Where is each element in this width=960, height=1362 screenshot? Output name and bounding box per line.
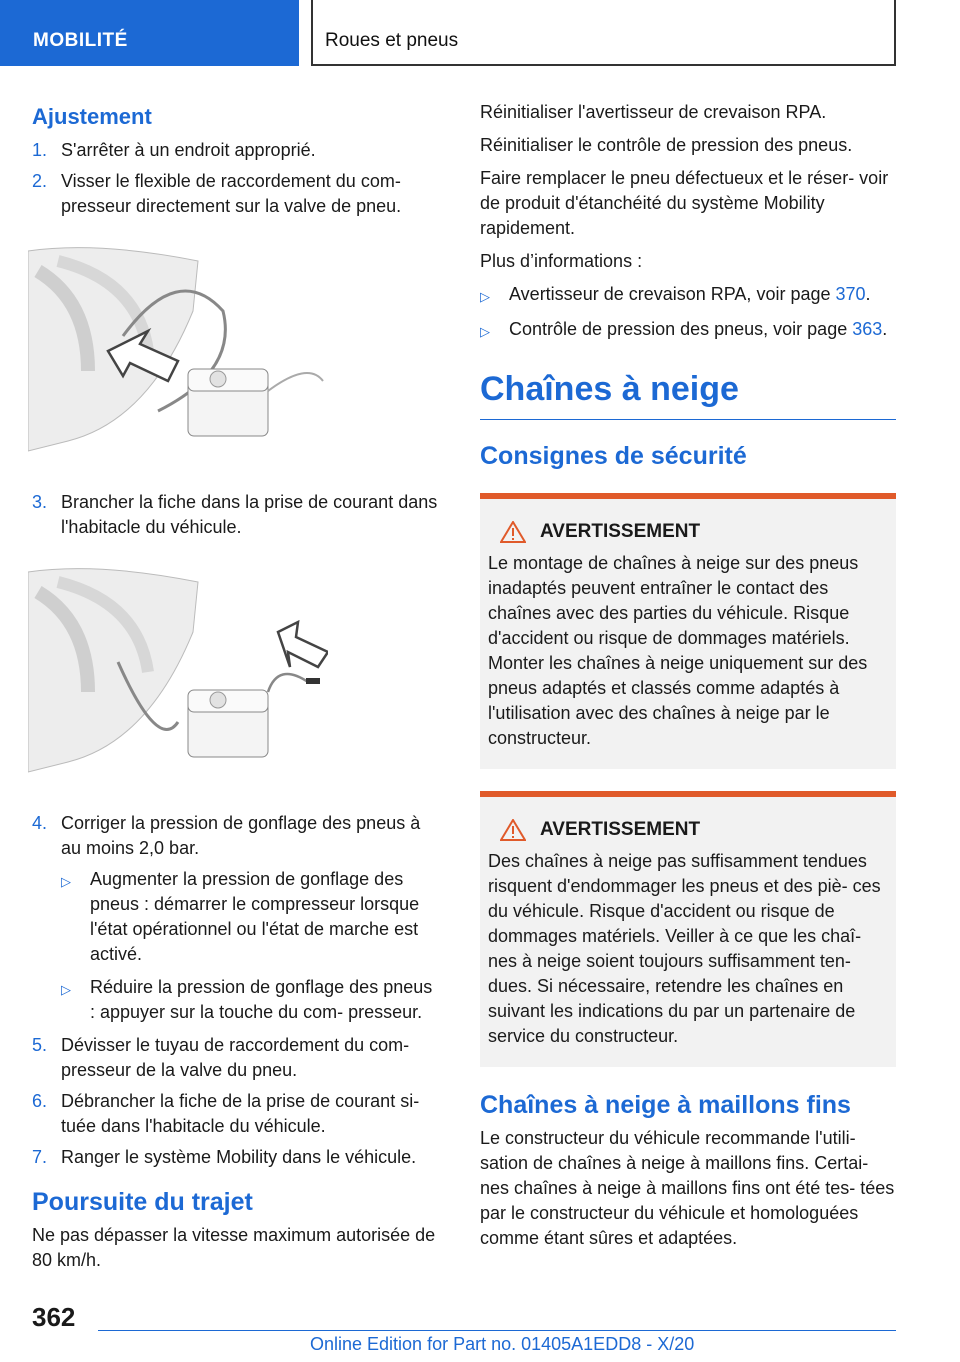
warning-label: AVERTISSEMENT [540,521,701,542]
page-footer [0,1290,960,1362]
step-number: 2. [32,171,48,191]
step-number: 1. [32,140,48,160]
footer-divider [98,1330,896,1331]
bullet-text: Augmenter la pression de gonflage des pneus : démarrer le compresseur lorsque l'état opérationnel ou l'état de marche est activé. [90,869,420,964]
safety-heading: Consignes de sécurité [480,442,747,470]
step-number: 3. [32,492,48,512]
step-item [32,1033,442,1083]
page-link[interactable]: 370 [835,284,866,304]
step-text: Brancher la fiche dans la prise de courant dans l'habitacle du véhicule. [61,492,438,537]
step-item [32,811,442,861]
warning-box [480,791,896,1067]
compressor-plug-illustration [28,562,328,782]
step-item [32,490,442,540]
step-text: S'arrêter à un endroit approprié. [61,140,316,160]
link-suffix: . [865,284,871,304]
triangle-bullet-icon: ▷ [61,982,71,997]
bullet-item [61,975,442,1025]
step-text: Débrancher la fiche de la prise de courant si- tuée dans l'habitacle du véhicule. [61,1091,420,1136]
step-item [32,1145,442,1170]
triangle-bullet-icon: ▷ [480,324,490,339]
warning-header [488,521,888,543]
bullet-item [480,317,896,344]
link-suffix: . [882,319,888,339]
continue-text: Ne pas dépasser la vitesse maximum autorisée de 80 km/h. [32,1225,436,1270]
section-tab: MOBILITÉ [0,0,299,66]
page-number: 362 [32,1302,76,1332]
warning-triangle-icon [500,521,526,543]
continue-heading: Poursuite du trajet [32,1188,253,1216]
page-link[interactable]: 363 [852,319,883,339]
adjust-heading: Ajustement [32,104,152,129]
edition-text: Online Edition for Part no. 01405A1EDD8 - X/20 [310,1334,695,1354]
step-item [32,1089,442,1139]
warning-text: Des chaînes à neige pas suffisamment tendues risquent d'endommager les pneus et des piè- ces du véhicule. Risque d'accident ou risque de dommages matériels. Veiller à ce que les chaî- nes à neige soient toujours suffisamment ten- dues. Si nécessaire, retendre les chaînes en suivant les indications du par un partenaire de service du constructeur. [488,851,881,1046]
warning-box [480,493,896,769]
step-number: 7. [32,1147,48,1167]
step-item [32,138,442,163]
chains-heading: Chaînes à neige [480,370,896,420]
link-label: Avertisseur de crevaison RPA, voir page [509,284,836,304]
step-text: Corriger la pression de gonflage des pneus à au moins 2,0 bar. [61,813,421,858]
bullet-item [480,282,896,309]
left-column [32,100,442,1281]
warning-header [488,819,888,841]
bullet-item [61,867,442,967]
right-column [480,100,896,1259]
step-number: 5. [32,1035,48,1055]
triangle-bullet-icon: ▷ [480,289,490,304]
triangle-bullet-icon: ▷ [61,874,71,889]
warning-text: Le montage de chaînes à neige sur des pneus inadaptés peuvent entraîner le contact des chaînes avec des parties du véhicule. Risque d'accident ou risque de dommages matériels. Monter les chaînes à neige uniquement sur des pneus adaptés et classés comme adaptés à l'utilisation avec des chaînes à neige par le constructeur. [488,553,868,748]
fine-chains-heading: Chaînes à neige à maillons fins [480,1091,851,1119]
bullet-text [509,317,896,344]
step-item [32,169,442,219]
paragraph: Réinitialiser l'avertisseur de crevaison RPA. [480,102,827,122]
paragraph: Faire remplacer le pneu défectueux et le réser- voir de produit d'étanchéité du système Mobility rapidement. [480,168,889,238]
link-label: Contrôle de pression des pneus, voir page [509,319,853,339]
step-number: 6. [32,1091,48,1111]
page-header [0,0,960,66]
paragraph: Plus d’informations : [480,251,643,271]
step-text: Visser le flexible de raccordement du com- presseur directement sur la valve de pneu. [61,171,402,216]
chapter-title: Roues et pneus [311,0,896,66]
compressor-valve-illustration [28,241,328,461]
step-text: Ranger le système Mobility dans le véhicule. [61,1147,417,1167]
paragraph: Réinitialiser le contrôle de pression des pneus. [480,135,853,155]
bullet-text [509,282,896,309]
step-number: 4. [32,813,48,833]
step-text: Dévisser le tuyau de raccordement du com- presseur de la valve du pneu. [61,1035,410,1080]
warning-triangle-icon [500,819,526,841]
warning-label: AVERTISSEMENT [540,819,701,840]
fine-chains-text: Le constructeur du véhicule recommande l'utili- sation de chaînes à neige à maillons fins. Certai- nes chaînes à neige à maillons fins ont été tes- tées par le constructeur du véhicule et homologuées comme étant sûres et adaptées. [480,1128,895,1248]
bullet-text: Réduire la pression de gonflage des pneus : appuyer sur la touche du com- presseur. [90,977,433,1022]
